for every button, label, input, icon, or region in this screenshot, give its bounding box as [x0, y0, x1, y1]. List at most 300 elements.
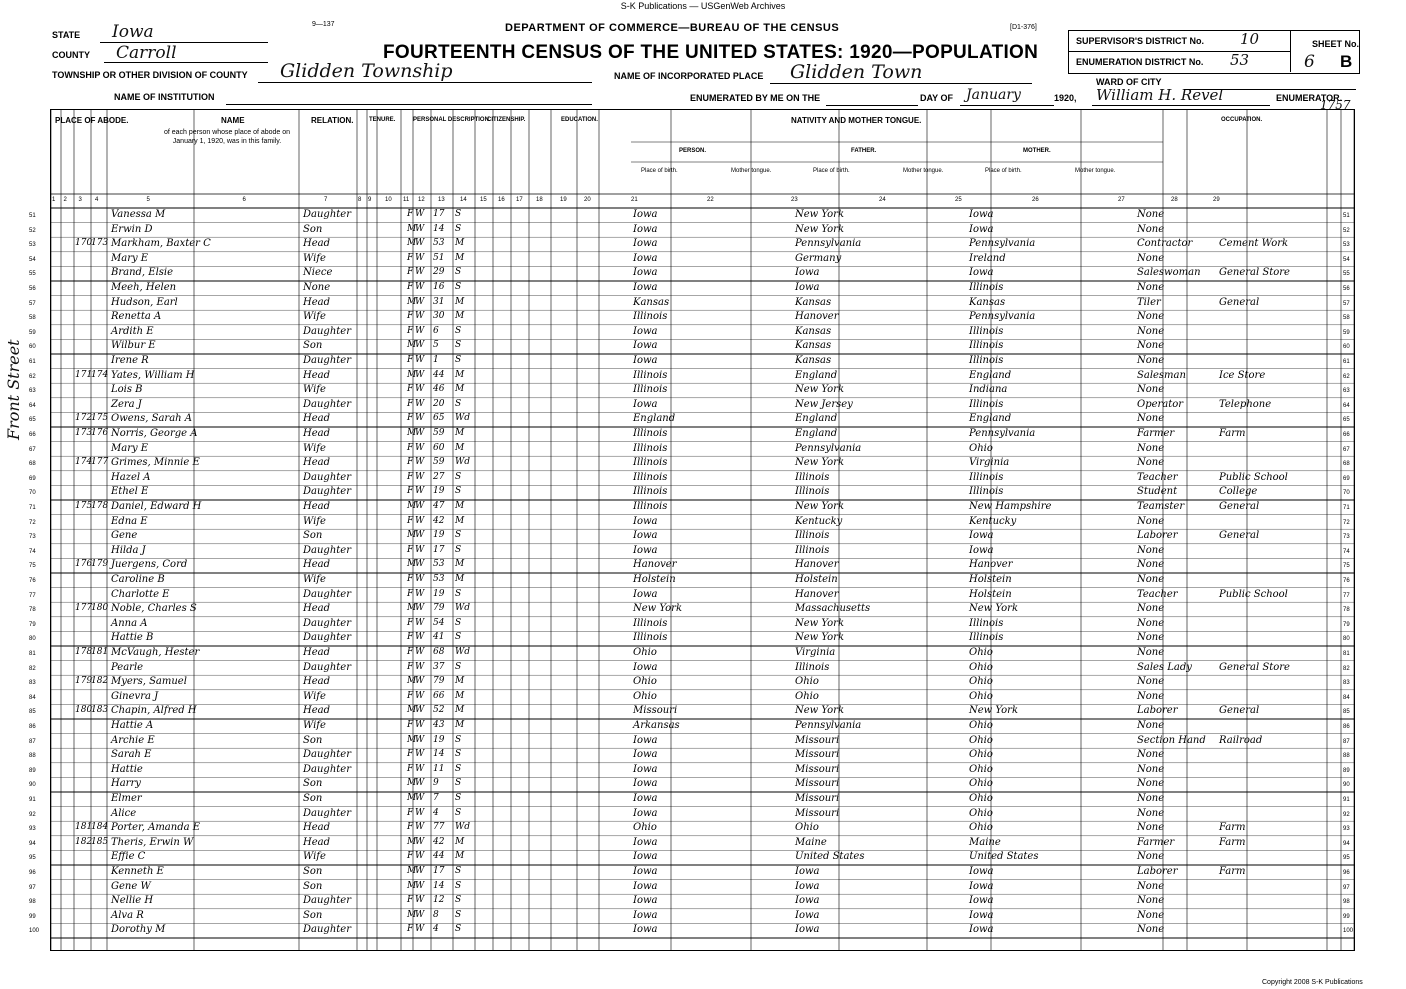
relationship: Son: [303, 340, 323, 352]
person-birthplace: Iowa: [633, 544, 658, 556]
column-number: 3: [78, 197, 82, 203]
mother-birthplace: New York: [969, 603, 1018, 615]
age: 53: [433, 559, 445, 570]
sex: M: [407, 501, 417, 511]
occupation: None: [1137, 690, 1165, 702]
person-birthplace: Iowa: [633, 355, 658, 366]
occupation: None: [1137, 822, 1165, 834]
occupation: None: [1137, 282, 1165, 293]
mother-birthplace: Iowa: [969, 924, 994, 936]
sex: F: [407, 763, 414, 774]
race: W: [415, 209, 425, 219]
marital-status: S: [455, 282, 462, 292]
mother-birthplace: Maine: [969, 836, 1001, 848]
sex: M: [407, 880, 417, 891]
dwelling-number: 176: [75, 559, 93, 570]
person-birthplace: Iowa: [633, 325, 658, 337]
sex: F: [407, 384, 414, 395]
mother-birthplace: New Hampshire: [969, 501, 1052, 512]
person-name: Zera J: [111, 398, 142, 410]
sex: F: [407, 647, 414, 657]
father-birthplace: New York: [795, 457, 844, 469]
relationship: Son: [303, 778, 323, 790]
month-value: January: [966, 87, 1021, 103]
race: W: [415, 880, 425, 891]
race: W: [415, 793, 425, 803]
line-number: 63: [29, 388, 36, 395]
age: 47: [433, 501, 445, 511]
line-number-right: 59: [1343, 329, 1350, 336]
industry: College: [1219, 486, 1258, 498]
mother-birthplace: Ohio: [969, 661, 993, 673]
mother-birthplace: Virginia: [969, 457, 1010, 469]
relationship: Daughter: [303, 763, 351, 775]
column-number: 24: [879, 197, 886, 203]
person-name: Irene R: [111, 355, 149, 366]
person-name: Mary E: [111, 442, 149, 454]
industry: General: [1219, 296, 1260, 308]
line-number: 56: [29, 286, 36, 292]
age: 66: [433, 690, 445, 701]
mother-birthplace: Iowa: [969, 223, 994, 235]
marital-status: M: [455, 851, 465, 862]
mother-birthplace: Illinois: [969, 632, 1004, 644]
column-number: 8: [358, 197, 362, 203]
marital-status: S: [455, 734, 462, 745]
line-number-right: 58: [1343, 315, 1350, 322]
occupation: None: [1137, 895, 1165, 907]
relationship: Daughter: [303, 355, 351, 366]
sex: F: [407, 515, 414, 526]
relationship: Son: [303, 530, 323, 542]
occupation: None: [1137, 325, 1165, 337]
person-name: Archie E: [111, 734, 155, 746]
marital-status: Wd: [455, 822, 471, 833]
age: 14: [433, 880, 445, 891]
father-birthplace: Illinois: [795, 530, 830, 542]
relationship: Head: [303, 705, 331, 717]
marital-status: M: [455, 369, 465, 380]
person-name: McVaugh, Hester: [111, 647, 200, 658]
person-birthplace: Iowa: [633, 778, 658, 790]
heading-mother: MOTHER.: [1023, 148, 1051, 154]
industry: Farm: [1219, 822, 1246, 834]
relationship: Niece: [303, 267, 333, 279]
line-number: 94: [29, 840, 36, 847]
person-birthplace: Ohio: [633, 647, 657, 658]
marital-status: M: [455, 574, 465, 584]
mother-birthplace-subhead: Place of birth.: [985, 168, 1022, 174]
father-birthplace: Kansas: [795, 325, 832, 337]
family-number: 176: [91, 428, 109, 438]
father-birthplace: Iowa: [795, 909, 820, 921]
enumerator-name: William H. Revel: [1096, 86, 1224, 104]
incorporated-place-value: Glidden Town: [790, 61, 923, 83]
marital-status: S: [455, 807, 462, 818]
occupation: None: [1137, 720, 1165, 731]
person-birthplace: Hanover: [633, 559, 677, 571]
age: 44: [433, 851, 445, 862]
race: W: [415, 340, 425, 351]
column-number: 17: [516, 197, 523, 203]
sex: M: [407, 836, 417, 847]
line-number: 76: [29, 578, 36, 584]
line-number: 99: [29, 913, 36, 920]
father-birthplace: New York: [795, 617, 844, 629]
race: W: [415, 267, 425, 278]
line-number: 82: [29, 665, 36, 672]
line-number: 70: [29, 490, 36, 497]
mother-birthplace: Ireland: [969, 252, 1006, 264]
heading-relation: RELATION.: [311, 116, 354, 125]
sex: F: [407, 471, 414, 482]
dwelling-number: 178: [75, 647, 93, 657]
line-number: 53: [29, 242, 36, 249]
mother-birthplace: Ohio: [969, 690, 993, 702]
form-code: [D1-376]: [1010, 24, 1037, 31]
line-number: 88: [29, 753, 36, 760]
dwelling-number: 172: [75, 413, 93, 424]
father-birthplace: Germany: [795, 252, 842, 264]
line-number-right: 73: [1343, 534, 1350, 541]
line-number: 67: [29, 446, 36, 453]
age: 27: [433, 471, 445, 482]
sex: M: [407, 603, 417, 614]
relationship: Son: [303, 223, 323, 235]
line-number: 51: [29, 213, 36, 219]
person-birthplace: Illinois: [633, 617, 668, 629]
person-name: Renetta A: [111, 311, 162, 323]
column-number: 5: [146, 197, 150, 203]
person-name: Nellie H: [111, 895, 154, 907]
line-number-right: 88: [1343, 753, 1350, 760]
relationship: Son: [303, 909, 323, 921]
occupation: Farmer: [1137, 428, 1175, 439]
relationship: Daughter: [303, 924, 351, 936]
enumerator-label: ENUMERATOR.: [1276, 93, 1343, 103]
archive-banner: S-K Publications — USGenWeb Archives: [620, 1, 786, 11]
age: 5: [433, 340, 439, 351]
sex: M: [407, 369, 417, 380]
age: 9: [433, 778, 439, 789]
person-name: Hattie B: [111, 632, 154, 644]
line-number: 85: [29, 709, 36, 716]
race: W: [415, 924, 425, 935]
industry: Cement Work: [1219, 238, 1289, 250]
column-number: 6: [242, 197, 246, 203]
sex: F: [407, 311, 414, 322]
father-birthplace: New York: [795, 632, 844, 644]
person-birthplace: Ohio: [633, 676, 657, 688]
occupation: None: [1137, 778, 1165, 790]
father-birthplace: Illinois: [795, 486, 830, 498]
person-birthplace: Illinois: [633, 632, 668, 644]
relationship: Head: [303, 559, 331, 571]
father-birthplace: New York: [795, 223, 844, 235]
marital-status: S: [455, 763, 462, 774]
person-birthplace: Iowa: [633, 238, 658, 250]
race: W: [415, 223, 425, 234]
mother-birthplace: Holstein: [969, 574, 1012, 585]
column-number: 18: [536, 197, 543, 203]
person-birthplace: Kansas: [633, 296, 670, 308]
heading-father: FATHER.: [851, 148, 877, 154]
sheet-number: 6: [1304, 52, 1315, 72]
person-name: Hudson, Earl: [111, 296, 178, 308]
father-birthplace: Iowa: [795, 267, 820, 279]
line-number: 98: [29, 899, 36, 906]
person-name: Harry: [111, 778, 141, 790]
occupation: None: [1137, 676, 1165, 688]
banner-archive: USGenWeb Archives: [700, 1, 786, 11]
line-number: 66: [29, 432, 36, 438]
father-birthplace: Hanover: [795, 559, 839, 571]
father-birthplace: England: [795, 428, 838, 439]
marital-status: M: [455, 676, 465, 687]
line-number: 55: [29, 271, 36, 278]
mother-birthplace: Illinois: [969, 617, 1004, 629]
line-number-right: 65: [1343, 417, 1350, 424]
line-number-right: 57: [1343, 300, 1350, 307]
line-number: 57: [29, 300, 36, 307]
column-number: 26: [1032, 197, 1039, 203]
dwelling-number: 177: [75, 603, 93, 614]
column-number: 9: [368, 197, 372, 203]
line-number-right: 66: [1343, 432, 1350, 438]
age: 60: [433, 442, 445, 453]
industry: Railroad: [1219, 734, 1263, 746]
race: W: [415, 252, 425, 263]
age: 6: [433, 325, 439, 336]
person-birthplace: Iowa: [633, 209, 658, 220]
person-birthplace: Illinois: [633, 471, 668, 483]
person-birthplace: Holstein: [633, 574, 676, 585]
line-number-right: 91: [1343, 797, 1350, 803]
marital-status: M: [455, 238, 465, 249]
person-name: Gene W: [111, 880, 151, 892]
mother-birthplace: Iowa: [969, 267, 994, 279]
occupation: Laborer: [1137, 530, 1178, 542]
column-number: 7: [324, 197, 328, 203]
county-label: COUNTY: [52, 50, 90, 60]
line-number-right: 74: [1343, 548, 1350, 555]
mother-birthplace: Ohio: [969, 763, 993, 775]
race: W: [415, 807, 425, 818]
occupation: None: [1137, 647, 1165, 658]
relationship: Son: [303, 880, 323, 892]
sex: M: [407, 734, 417, 745]
line-number: 73: [29, 534, 36, 541]
person-name: Edna E: [111, 515, 148, 527]
occupation: Salesman: [1137, 369, 1186, 381]
relationship: Wife: [303, 442, 326, 454]
occupation: None: [1137, 544, 1165, 556]
line-number-right: 76: [1343, 578, 1350, 584]
person-name: Kenneth E: [111, 866, 164, 877]
person-birthplace: Iowa: [633, 763, 658, 775]
sex: F: [407, 720, 414, 730]
occupation: Laborer: [1137, 705, 1178, 717]
age: 77: [433, 822, 445, 833]
person-birthplace: Iowa: [633, 267, 658, 279]
marital-status: S: [455, 267, 462, 278]
relationship: Daughter: [303, 325, 351, 337]
family-number: 177: [91, 457, 109, 468]
person-name: Effie C: [111, 851, 146, 863]
mother-birthplace: Ohio: [969, 749, 993, 761]
line-number-right: 98: [1343, 899, 1350, 906]
column-number: 23: [791, 197, 798, 203]
sex: F: [407, 851, 414, 862]
line-number-right: 81: [1343, 651, 1350, 657]
marital-status: M: [455, 252, 465, 263]
dwelling-number: 170: [75, 238, 93, 249]
occupation: None: [1137, 880, 1165, 892]
sex: F: [407, 895, 414, 906]
person-name: Hazel A: [111, 471, 151, 483]
occupation: None: [1137, 851, 1165, 863]
person-birthplace: Iowa: [633, 909, 658, 921]
line-number: 87: [29, 738, 36, 745]
line-number: 95: [29, 855, 36, 862]
marital-status: S: [455, 866, 462, 876]
occupation: Contractor: [1137, 238, 1193, 250]
line-number-right: 83: [1343, 680, 1350, 687]
marital-status: S: [455, 209, 462, 219]
relationship: Wife: [303, 515, 326, 527]
occupation: Saleswoman: [1137, 267, 1201, 279]
relationship: Daughter: [303, 471, 351, 483]
line-number: 52: [29, 227, 36, 234]
marital-status: S: [455, 486, 462, 497]
copyright-notice: Copyright 2008 S-K Publications: [1262, 979, 1363, 986]
relationship: Daughter: [303, 632, 351, 644]
line-number-right: 60: [1343, 344, 1350, 351]
relationship: Wife: [303, 252, 326, 264]
mother-birthplace: Ohio: [969, 778, 993, 790]
sex: F: [407, 267, 414, 278]
age: 43: [433, 720, 445, 730]
person-birthplace: Iowa: [633, 924, 658, 936]
occupation: None: [1137, 763, 1165, 775]
line-number: 59: [29, 329, 36, 336]
race: W: [415, 428, 425, 438]
banner-publisher: S-K Publications: [620, 1, 687, 11]
marital-status: S: [455, 895, 462, 906]
sex: F: [407, 398, 414, 409]
line-number-right: 100: [1343, 928, 1354, 935]
sex: M: [407, 705, 417, 716]
marital-status: M: [455, 705, 465, 716]
industry: General: [1219, 705, 1260, 717]
race: W: [415, 544, 425, 555]
race: W: [415, 384, 425, 395]
marital-status: S: [455, 880, 462, 891]
line-number: 78: [29, 607, 36, 614]
column-number: 29: [1213, 197, 1220, 203]
line-number: 62: [29, 373, 36, 380]
race: W: [415, 325, 425, 336]
industry: General Store: [1219, 267, 1290, 279]
age: 8: [433, 909, 439, 920]
occupation: None: [1137, 340, 1165, 352]
father-birthplace: Pennsylvania: [795, 238, 862, 250]
person-name: Ginevra J: [111, 690, 159, 702]
father-birthplace: Virginia: [795, 647, 836, 658]
person-birthplace: Missouri: [633, 705, 678, 717]
person-name: Dorothy M: [111, 924, 166, 936]
race: W: [415, 559, 425, 570]
column-number: 21: [631, 197, 638, 203]
age: 53: [433, 238, 445, 249]
age: 31: [433, 296, 445, 307]
occupation: None: [1137, 807, 1165, 819]
sex: M: [407, 676, 417, 687]
heading-occupation: OCCUPATION.: [1221, 117, 1263, 123]
sex: M: [407, 793, 417, 803]
family-number: 179: [91, 559, 109, 570]
race: W: [415, 515, 425, 526]
person-birthplace: Iowa: [633, 749, 658, 761]
race: W: [415, 442, 425, 453]
dwelling-number: 173: [75, 428, 93, 438]
sex: F: [407, 632, 414, 643]
marital-status: S: [455, 398, 462, 409]
line-number: 69: [29, 475, 36, 482]
marital-status: S: [455, 632, 462, 643]
age: 59: [433, 428, 445, 438]
father-birthplace: New York: [795, 501, 844, 512]
line-number: 80: [29, 636, 36, 643]
race: W: [415, 895, 425, 906]
occupation: None: [1137, 515, 1165, 527]
marital-status: Wd: [455, 413, 471, 424]
relationship: Head: [303, 428, 331, 439]
person-birthplace: Ohio: [633, 822, 657, 834]
dwelling-number: 180: [75, 705, 93, 716]
column-number: 20: [584, 197, 591, 203]
mother-birthplace: Pennsylvania: [969, 311, 1036, 323]
family-number: 173: [91, 238, 109, 249]
sex: F: [407, 413, 414, 424]
sex: M: [407, 909, 417, 920]
father-birthplace: Iowa: [795, 924, 820, 936]
line-number: 91: [29, 797, 36, 803]
father-birthplace: Massachusetts: [795, 603, 871, 615]
line-number: 89: [29, 767, 36, 774]
father-birthplace: New York: [795, 209, 844, 220]
supervisor-district-value: 10: [1240, 30, 1260, 48]
column-number: 2: [63, 197, 67, 203]
relationship: Wife: [303, 851, 326, 863]
sex: F: [407, 661, 414, 672]
person-birthplace: Illinois: [633, 486, 668, 498]
sex: F: [407, 924, 414, 935]
occupation: None: [1137, 252, 1165, 264]
industry: Farm: [1219, 428, 1246, 439]
person-name: Mary E: [111, 252, 149, 264]
race: W: [415, 676, 425, 687]
age: 29: [433, 267, 445, 278]
age: 14: [433, 749, 445, 760]
person-name: Meeh, Helen: [111, 282, 177, 293]
relationship: None: [303, 282, 331, 293]
relationship: Head: [303, 296, 331, 308]
marital-status: M: [455, 311, 465, 322]
age: 30: [433, 311, 445, 322]
heading-tenure: TENURE.: [369, 117, 396, 123]
line-number: 97: [29, 884, 36, 891]
